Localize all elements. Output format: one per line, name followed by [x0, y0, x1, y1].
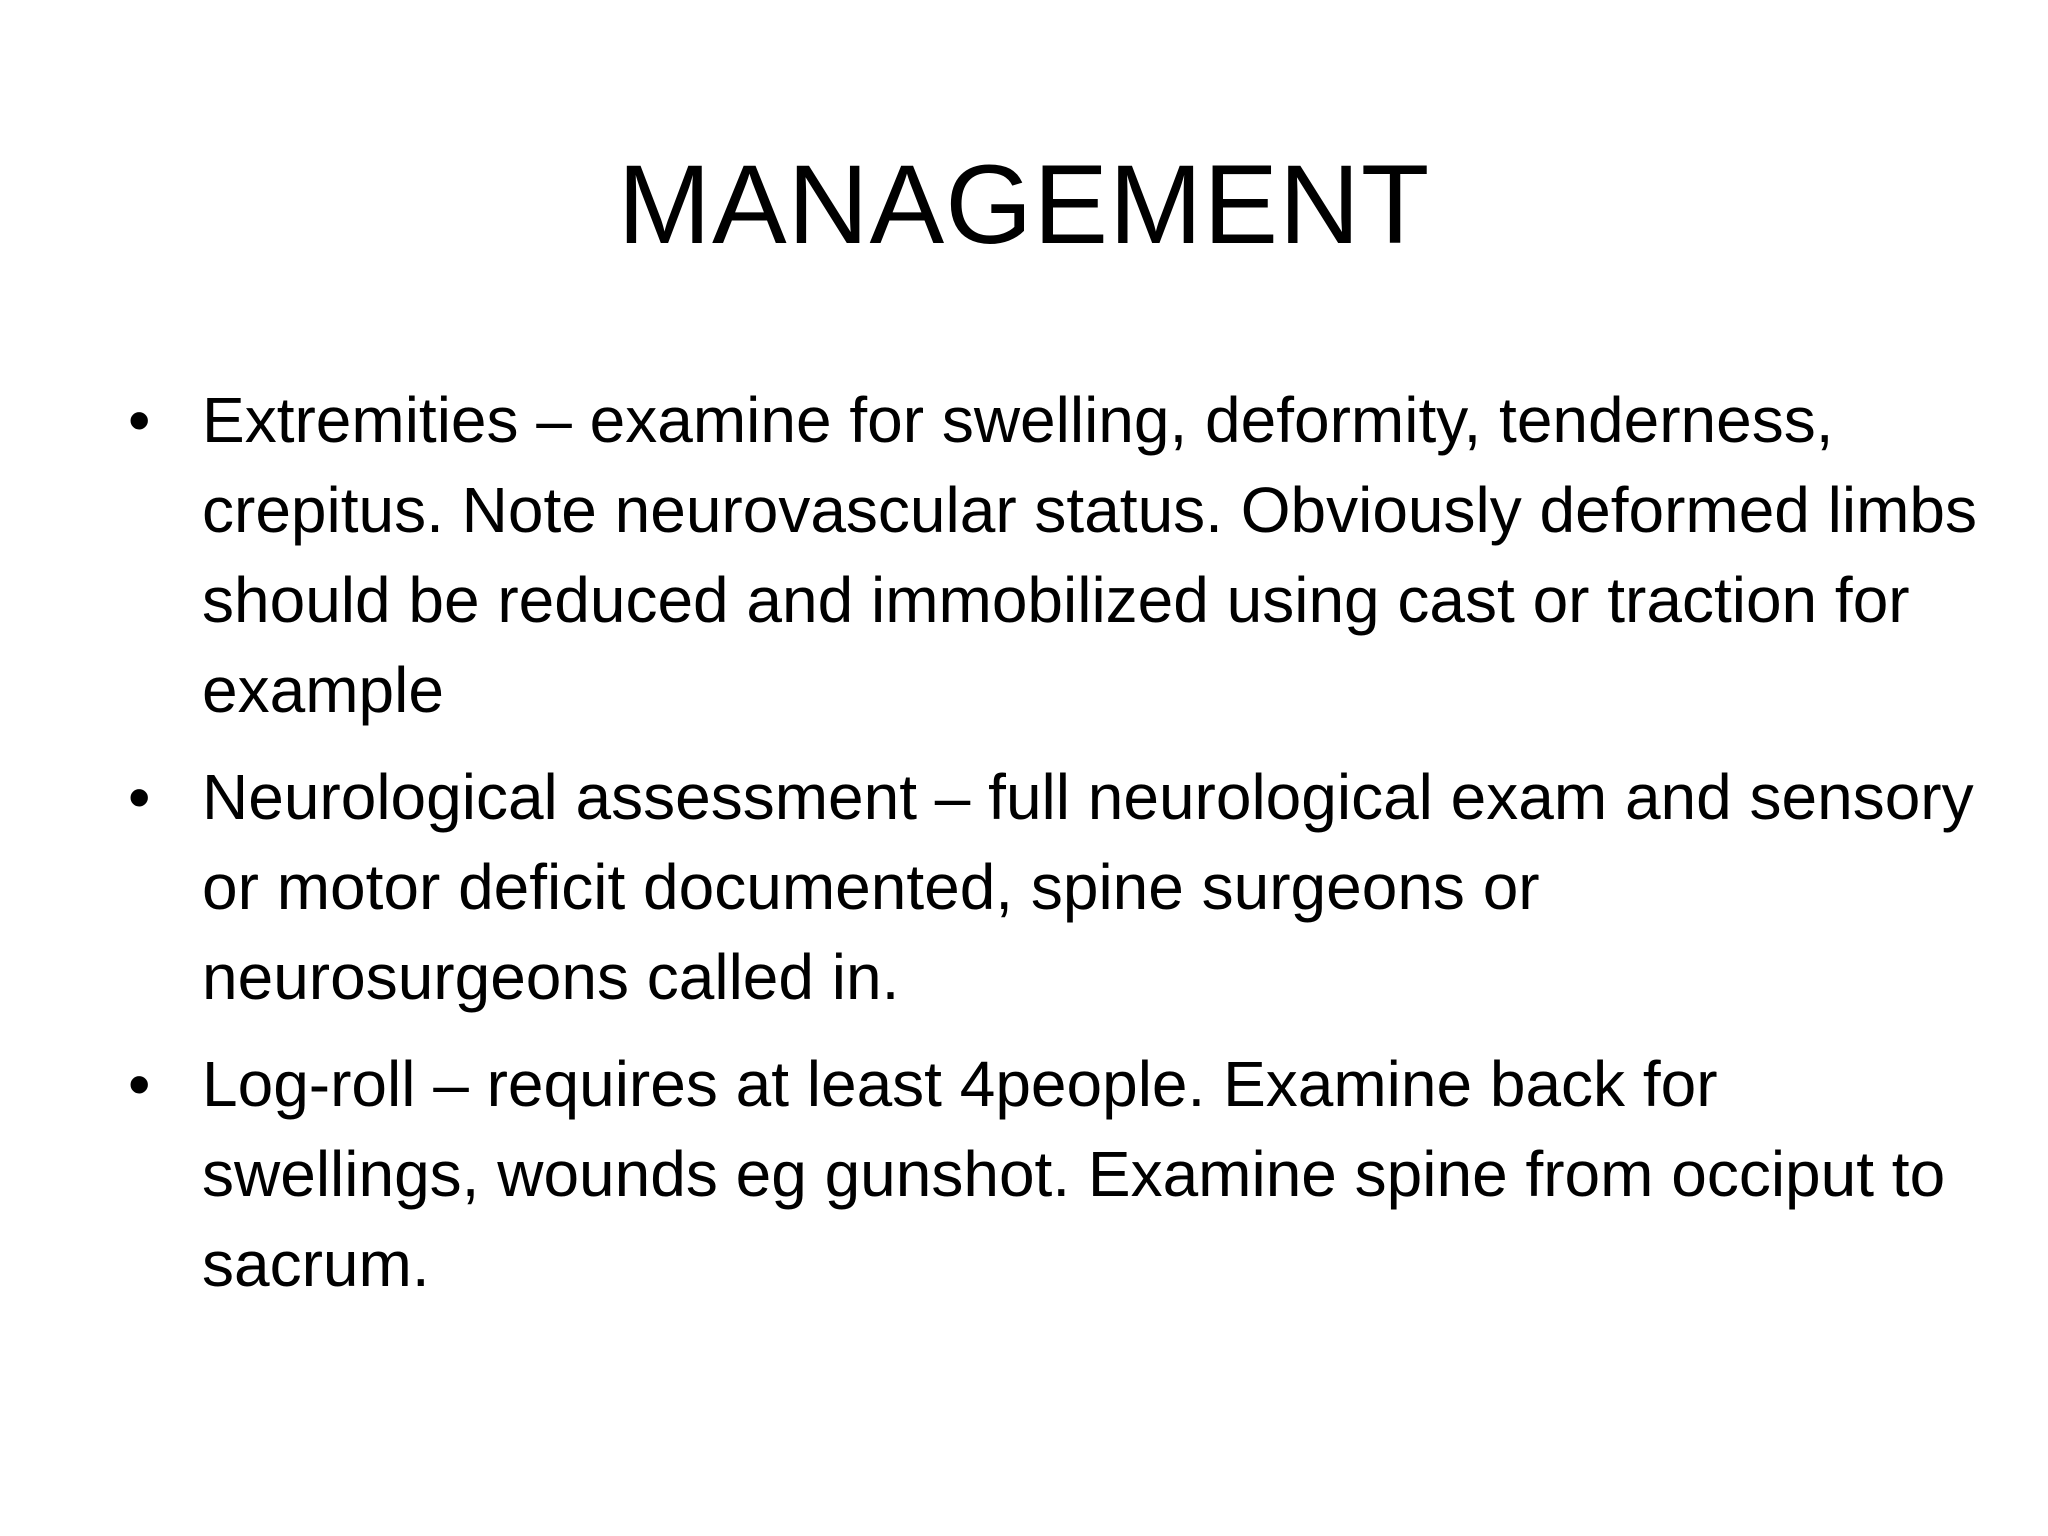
bullet-item-neurological — [120, 752, 1982, 1022]
bullet-text: Extremities – examine for swelling, deformity, tenderness, crepitus. Note neurovascular status. Obviously deformed limbs should be reduced and immobilized using cast or traction for example — [202, 384, 1977, 726]
bullet-item-extremities — [120, 375, 1982, 735]
bullet-dot-icon: • — [128, 761, 151, 833]
bullet-dot-icon: • — [128, 384, 151, 456]
slide-title: MANAGEMENT — [617, 142, 1431, 267]
bullet-dot-icon: • — [128, 1048, 151, 1120]
bullet-text: Neurological assessment – full neurological exam and sensory or motor deficit documented, spine surgeons or neurosurgeons called in. — [202, 761, 1974, 1013]
bullet-text: Log-roll – requires at least 4people. Examine back for swellings, wounds eg gunshot. Examine spine from occiput to sacrum. — [202, 1048, 1946, 1300]
bullet-list — [120, 375, 1977, 1326]
bullet-item-log-roll — [120, 1039, 1982, 1309]
